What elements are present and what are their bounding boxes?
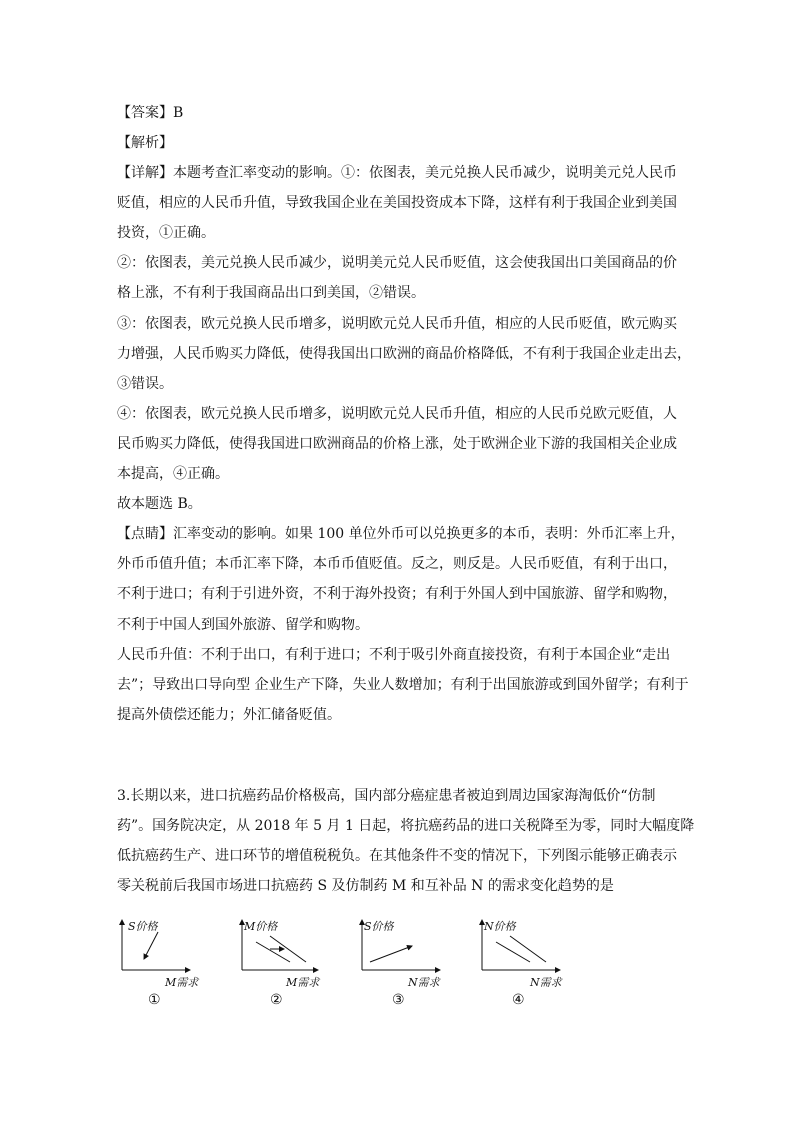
graph-2-number: ②	[270, 992, 283, 1008]
graph-options	[110, 912, 590, 1012]
explanation-line: ④：依图表，欧元兑换人民币增多，说明欧元兑人民币升值，相应的人民币兑欧元贬值，人	[117, 405, 677, 422]
graph-3-xlabel: N需求	[408, 976, 440, 989]
graph-4	[470, 912, 590, 1012]
question-line: 零关税前后我国市场进口抗癌药 S 及仿制药 M 和互补品 N 的需求变化趋势的是	[117, 878, 614, 894]
graph-3	[350, 912, 470, 1012]
graph-2-curve-d1	[256, 942, 290, 962]
graph-2-ylabel: M价格	[244, 920, 278, 933]
explanation-line: 本提高，④正确。	[117, 466, 229, 482]
explanation-line: 【点睛】汇率变动的影响。如果 100 单位外币可以兑换更多的本币，表明：外币汇率上升，	[117, 526, 685, 543]
explanation-line: 外币币值升值；本币汇率下降，本币币值贬值。反之，则反是。人民币贬值，有利于出口，	[117, 556, 677, 573]
analysis-title: 【解析】	[117, 135, 173, 151]
explanation-line: 去”；导致出口导向型 企业生产下降，失业人数增加；有利于出国旅游或到国外留学；有利于	[117, 676, 689, 693]
graph-2	[230, 912, 340, 1012]
graph-4-xlabel: N需求	[530, 976, 562, 989]
explanation-line: 不利于中国人到国外旅游、留学和购物。	[117, 616, 369, 633]
graph-1-ylabel: S价格	[128, 920, 158, 933]
question-line: 3.长期以来，进口抗癌药品价格极高，国内部分癌症患者被迫到周边国家海淘低价“仿制	[117, 788, 656, 804]
graph-1-xlabel: M需求	[165, 976, 199, 989]
explanation-line: ③：依图表，欧元兑换人民币增多，说明欧元兑人民币升值，相应的人民币贬值，欧元购买	[117, 315, 677, 332]
explanation-line: 民币购买力降低，使得我国进口欧洲商品的价格上涨，处于欧洲企业下游的我国相关企业成	[117, 435, 677, 452]
explanation-line: 力增强，人民币购买力降低，使得我国出口欧洲的商品价格降低，不有利于我国企业走出去，	[117, 345, 691, 362]
graph-4-ylabel: N价格	[484, 920, 516, 933]
explanation-line: 人民币升值：不利于出口，有利于进口；不利于吸引外商直接投资，有利于本国企业“走出	[117, 646, 671, 663]
explanation-line: 投资，①正确。	[117, 225, 215, 242]
question-line: 药”。国务院决定，从 2018 年 5 月 1 日起，将抗癌药品的进口关税降至为零，同时大幅度降	[117, 818, 695, 834]
graph-3-ylabel: S价格	[364, 920, 394, 933]
explanation-line: 故本题选 B。	[117, 496, 202, 513]
explanation-line: 【详解】本题考查汇率变动的影响。①：依图表，美元兑换人民币减少，说明美元兑人民币	[117, 165, 677, 181]
graph-4-number: ④	[512, 992, 525, 1008]
graph-3-number: ③	[392, 992, 405, 1008]
explanation-line: 不利于进口；有利于引进外资，不利于海外投资；有利于外国人到中国旅游、留学和购物，	[117, 586, 677, 603]
graph-3-curve	[370, 946, 412, 962]
explanation-line: 格上涨，不有利于我国商品出口到美国，②错误。	[117, 285, 425, 302]
graph-4-curve-d2	[510, 936, 546, 962]
explanation-line: 贬值，相应的人民币升值，导致我国企业在美国投资成本下降，这样有利于我国企业到美国	[117, 195, 677, 212]
explanation-line: 提高外债偿还能力；外汇储备贬值。	[117, 706, 341, 723]
question-line: 低抗癌药生产、进口环节的增值税税负。在其他条件不变的情况下，下列图示能够正确表示	[117, 848, 677, 864]
explanation-line: ②：依图表，美元兑换人民币减少，说明美元兑人民币贬值，这会使我国出口美国商品的价	[117, 255, 677, 272]
graph-1-number: ①	[148, 992, 161, 1008]
answer-label: 【答案】B	[117, 105, 184, 121]
graph-1-curve	[144, 932, 158, 959]
graph-4-curve-d1	[496, 942, 530, 962]
graph-1	[110, 912, 220, 1012]
explanation-line: ③错误。	[117, 375, 173, 392]
graph-2-xlabel: M需求	[286, 976, 320, 989]
